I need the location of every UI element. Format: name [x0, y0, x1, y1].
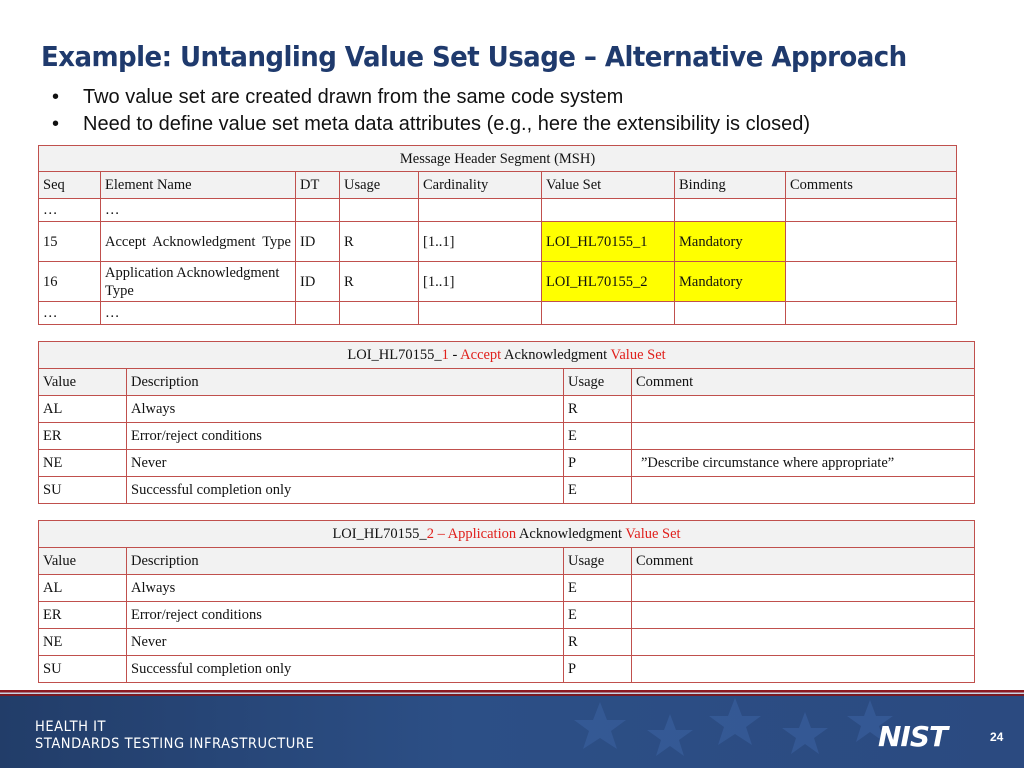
- table-row: [39, 262, 957, 302]
- column-header: Element Name: [101, 172, 296, 199]
- column-header: Value Set: [542, 172, 675, 199]
- caption-middle: Acknowledgment: [501, 347, 611, 363]
- cell-element-name: …: [101, 199, 296, 222]
- column-header: Usage: [564, 369, 632, 396]
- cell-usage: R: [340, 222, 419, 262]
- column-header: Binding: [675, 172, 786, 199]
- cell-value-set: LOI_HL70155_1: [542, 222, 675, 262]
- slide-title: Example: Untangling Value Set Usage – Alternative Approach: [41, 40, 907, 73]
- column-header: Value: [39, 369, 127, 396]
- cell-comment: [632, 656, 975, 683]
- cell-seq: 15: [39, 222, 101, 262]
- table-row: [39, 450, 975, 477]
- cell-comment: [632, 423, 975, 450]
- cell-cardinality: [1..1]: [419, 262, 542, 302]
- cell-value-set: LOI_HL70155_2: [542, 262, 675, 302]
- cell-comment: [632, 396, 975, 423]
- bullet-item: [52, 113, 810, 140]
- table-row: [39, 396, 975, 423]
- caption-separator: –: [433, 526, 448, 542]
- cell-usage: E: [564, 477, 632, 504]
- cell-dt: [296, 199, 340, 222]
- bullet-text: Two value set are created drawn from the same code system: [83, 86, 624, 108]
- cell-usage: E: [564, 602, 632, 629]
- column-header: Comments: [786, 172, 957, 199]
- cell-value: SU: [39, 477, 127, 504]
- cell-binding: Mandatory: [675, 222, 786, 262]
- value-set-2-caption: [39, 521, 975, 548]
- caption-middle: Acknowledgment: [516, 526, 626, 542]
- cell-description: Always: [127, 575, 564, 602]
- cell-description: Never: [127, 629, 564, 656]
- value-set-2-table: [38, 520, 975, 683]
- column-header: Cardinality: [419, 172, 542, 199]
- table-row: [39, 477, 975, 504]
- column-header: Comment: [632, 369, 975, 396]
- cell-description: Error/reject conditions: [127, 423, 564, 450]
- footer-program-name: [35, 719, 314, 753]
- cell-usage: P: [564, 450, 632, 477]
- column-header: Description: [127, 369, 564, 396]
- stars-decoration-icon: [560, 694, 920, 768]
- cell-comments: [786, 199, 957, 222]
- cell-element-name: …: [101, 302, 296, 325]
- cell-comment: [632, 602, 975, 629]
- cell-seq: 16: [39, 262, 101, 302]
- column-header: Seq: [39, 172, 101, 199]
- cell-seq: …: [39, 302, 101, 325]
- cell-usage: [340, 302, 419, 325]
- cell-comment: [632, 575, 975, 602]
- cell-value: ER: [39, 602, 127, 629]
- cell-value: SU: [39, 656, 127, 683]
- cell-comments: [786, 262, 957, 302]
- cell-element-name: Accept Acknowledgment Type: [101, 222, 296, 262]
- caption-number: 2: [426, 526, 434, 542]
- cell-usage: R: [564, 629, 632, 656]
- cell-element-name: Application Acknowledgment Type: [101, 262, 296, 302]
- caption-keyword: Application: [447, 526, 517, 542]
- cell-value: ER: [39, 423, 127, 450]
- cell-cardinality: [419, 302, 542, 325]
- column-header: Value: [39, 548, 127, 575]
- column-header: DT: [296, 172, 340, 199]
- column-header: Usage: [340, 172, 419, 199]
- cell-usage: [340, 199, 419, 222]
- cell-binding: [675, 302, 786, 325]
- cell-description: Successful completion only: [127, 477, 564, 504]
- cell-cardinality: [419, 199, 542, 222]
- cell-comment: [632, 629, 975, 656]
- cell-dt: ID: [296, 222, 340, 262]
- value-set-1-table: [38, 341, 975, 504]
- table-row: [39, 222, 957, 262]
- table-row: [39, 302, 957, 325]
- msh-caption: Message Header Segment (MSH): [39, 146, 957, 172]
- bullet-marker: •: [52, 113, 60, 135]
- caption-keyword: Accept: [460, 347, 502, 363]
- column-header: Usage: [564, 548, 632, 575]
- cell-comments: [786, 302, 957, 325]
- table-row: [39, 199, 957, 222]
- cell-usage: E: [564, 423, 632, 450]
- caption-suffix: Value Set: [610, 347, 666, 363]
- cell-usage: R: [340, 262, 419, 302]
- cell-value: NE: [39, 450, 127, 477]
- bullet-item: [52, 86, 810, 113]
- cell-binding: [675, 199, 786, 222]
- caption-suffix: Value Set: [625, 526, 681, 542]
- value-set-1-caption: [39, 342, 975, 369]
- msh-table: [38, 145, 957, 325]
- cell-usage: R: [564, 396, 632, 423]
- footer-line-1: HEALTH IT: [35, 719, 107, 735]
- cell-cardinality: [1..1]: [419, 222, 542, 262]
- cell-description: Error/reject conditions: [127, 602, 564, 629]
- page-number: 24: [990, 730, 1004, 744]
- cell-binding: Mandatory: [675, 262, 786, 302]
- caption-prefix: LOI_HL70155_: [347, 347, 442, 363]
- cell-comments: [786, 222, 957, 262]
- bullet-marker: •: [52, 86, 60, 108]
- cell-value: AL: [39, 575, 127, 602]
- bullet-text: Need to define value set meta data attributes (e.g., here the extensibility is closed): [83, 113, 811, 135]
- cell-usage: E: [564, 575, 632, 602]
- cell-description: Successful completion only: [127, 656, 564, 683]
- cell-comment: ”Describe circumstance where appropriate”: [632, 450, 975, 477]
- column-header: Comment: [632, 548, 975, 575]
- table-row: [39, 629, 975, 656]
- caption-number: 1: [441, 347, 449, 363]
- column-header: Description: [127, 548, 564, 575]
- nist-logo: NIST: [878, 720, 948, 753]
- table-row: [39, 656, 975, 683]
- footer-line-2: STANDARDS TESTING INFRASTRUCTURE: [35, 736, 315, 752]
- cell-value: NE: [39, 629, 127, 656]
- cell-value: AL: [39, 396, 127, 423]
- cell-description: Always: [127, 396, 564, 423]
- cell-value-set: [542, 199, 675, 222]
- cell-dt: ID: [296, 262, 340, 302]
- cell-usage: P: [564, 656, 632, 683]
- cell-dt: [296, 302, 340, 325]
- caption-separator: -: [448, 347, 461, 363]
- caption-prefix: LOI_HL70155_: [332, 526, 427, 542]
- cell-seq: …: [39, 199, 101, 222]
- table-row: [39, 575, 975, 602]
- table-row: [39, 602, 975, 629]
- cell-comment: [632, 477, 975, 504]
- cell-description: Never: [127, 450, 564, 477]
- bullet-list: [52, 86, 810, 140]
- cell-value-set: [542, 302, 675, 325]
- table-row: [39, 423, 975, 450]
